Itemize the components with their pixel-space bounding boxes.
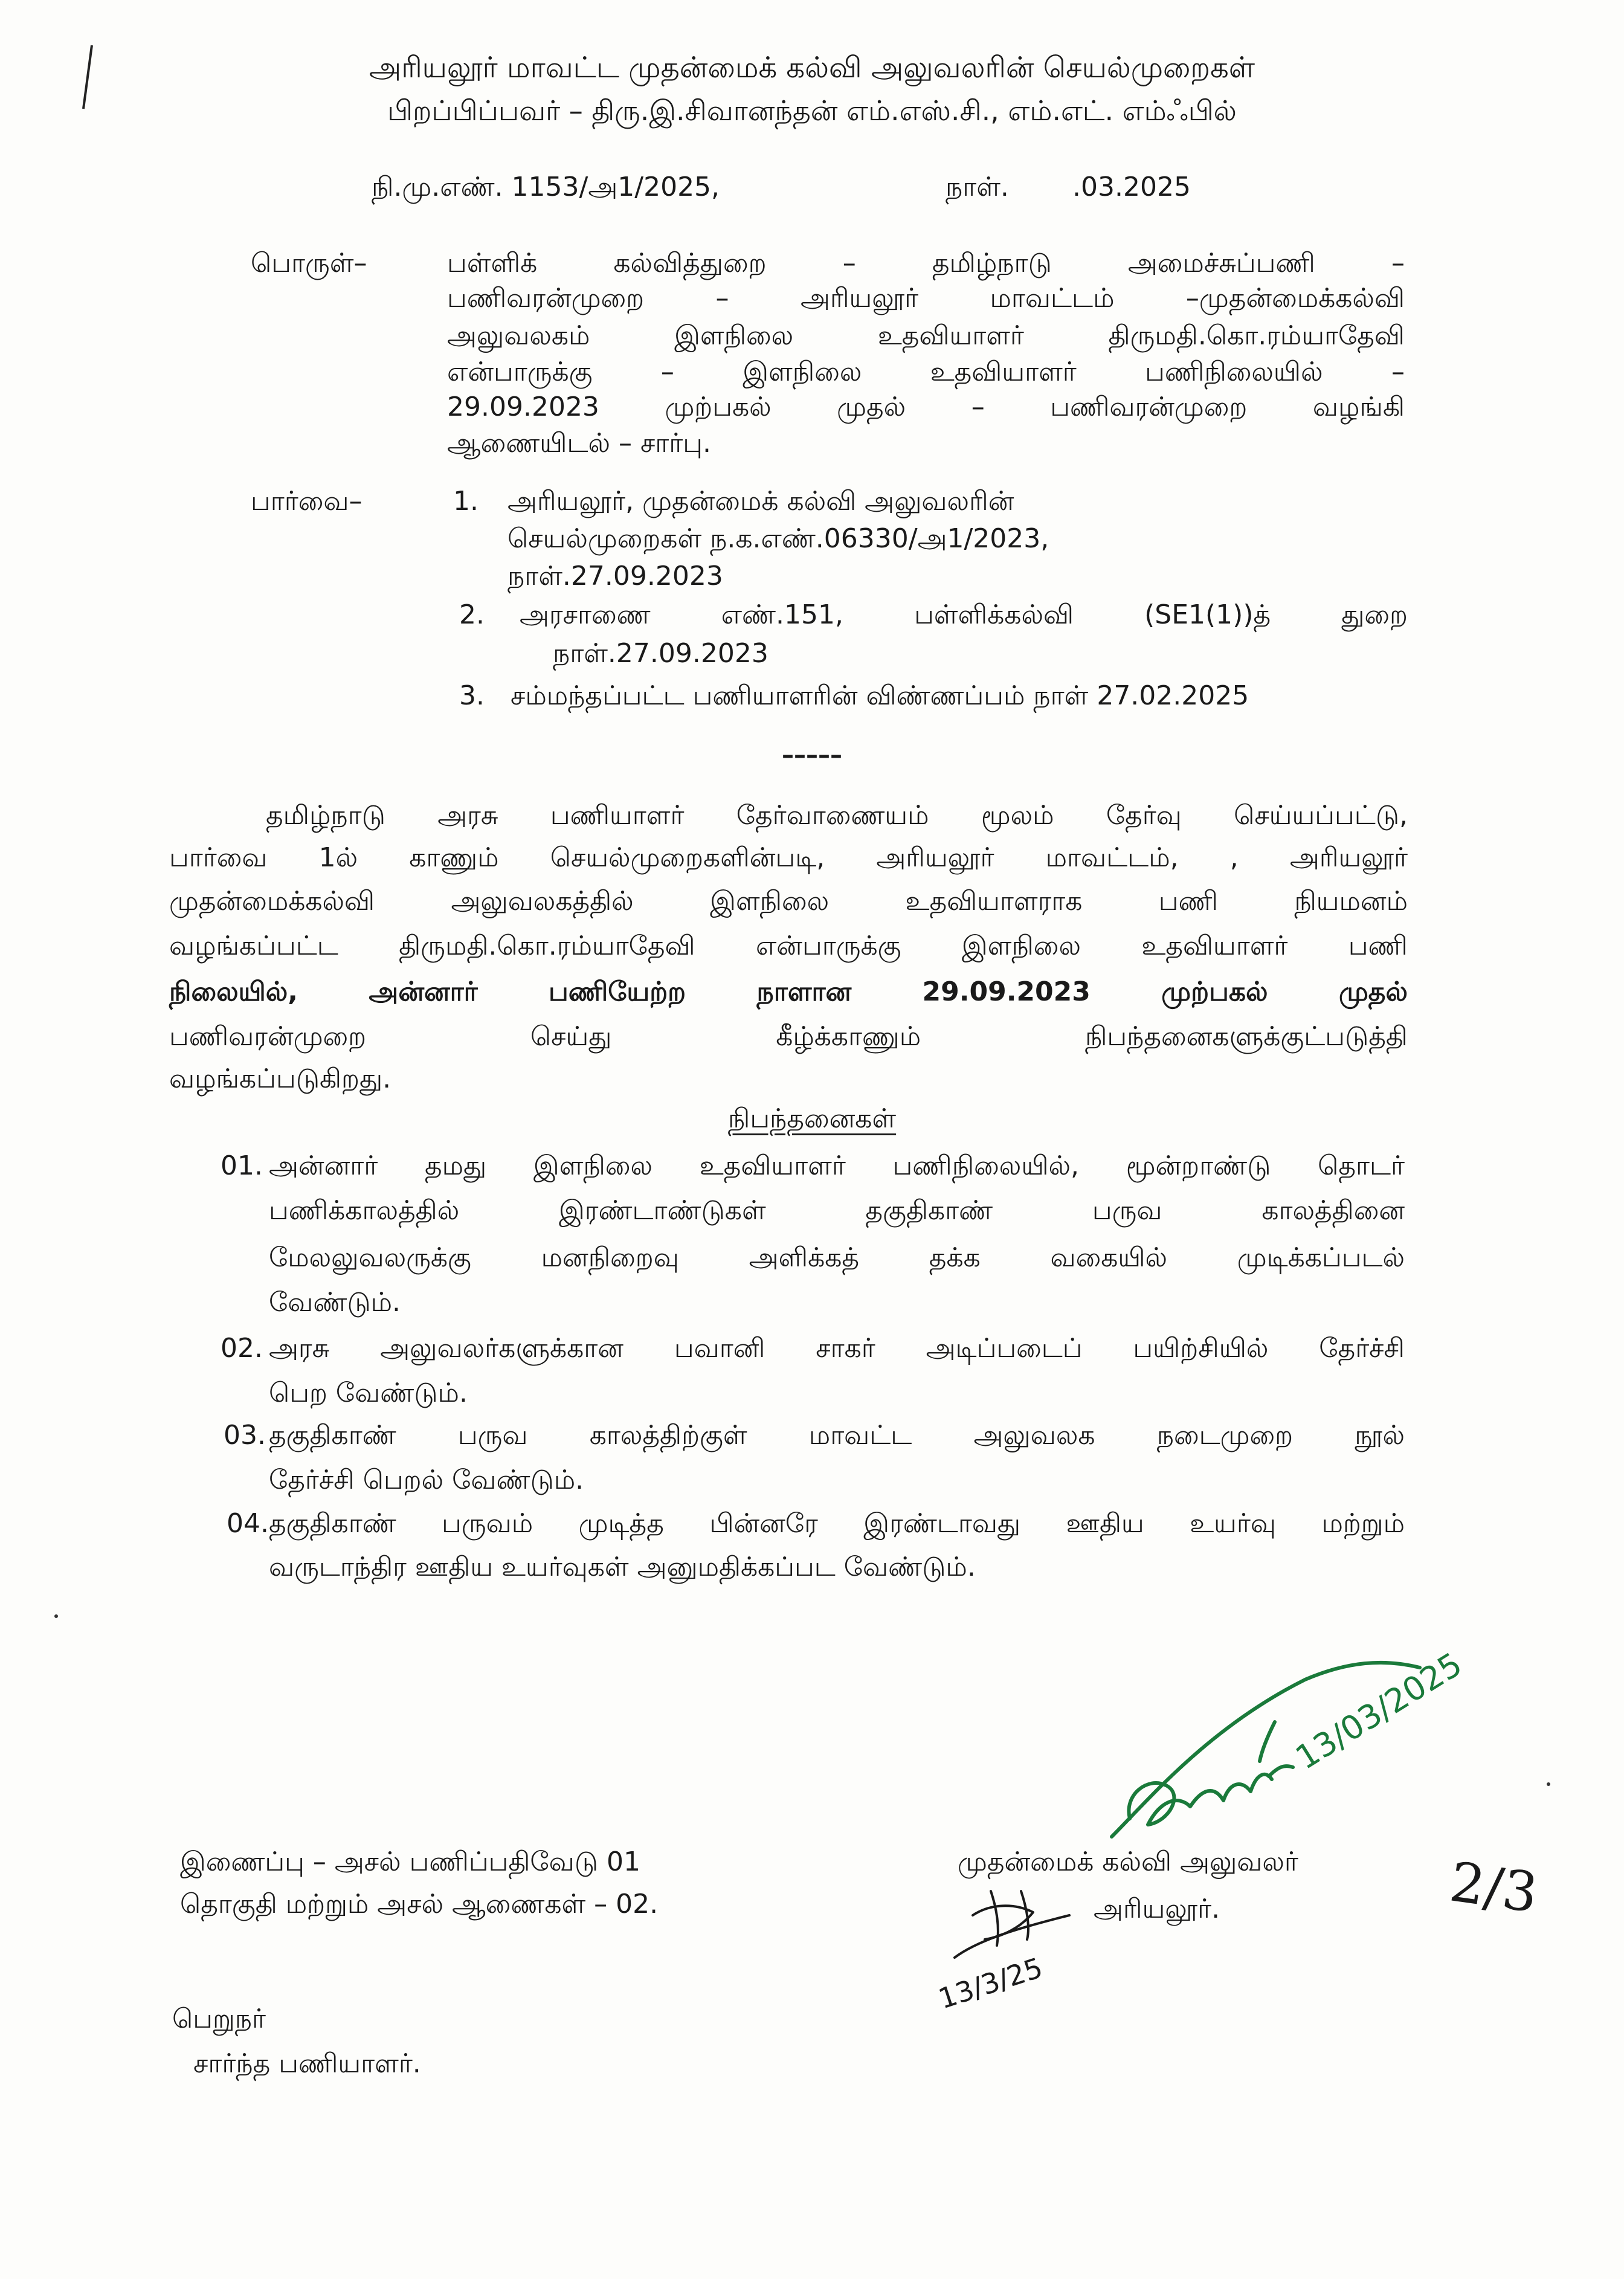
date-value: .03.2025 [1072,172,1191,202]
header-title: அரியலூர் மாவட்ட முதன்மைக் கல்வி அலுவலரின் செயல்முறைகள் [369,51,1255,85]
page-mark: 2/3 [1446,1850,1542,1926]
references-label: பார்வை– [251,486,362,517]
subject-line: அலுவலகம் இளநிலை உதவியாளர் திருமதி.கொ.ரம்யாதேவி [447,320,1405,351]
subject-label: பொருள்– [251,248,367,279]
body-line: வழங்கப்பட்ட திருமதி.கொ.ரம்யாதேவி என்பாருக்கு இளநிலை உதவியாளர் பணி [169,930,1408,961]
condition-line: வருடாந்திர ஊதிய உயர்வுகள் அனுமதிக்கப்பட வேண்டும். [269,1552,976,1582]
reference-number-2: 2. [459,599,485,630]
black-initials [930,1879,1112,2024]
condition-line: வேண்டும். [269,1287,401,1318]
condition-number-1: 01. [221,1150,263,1181]
condition-line: அரசு அலுவலர்களுக்கான பவானி சாகர் அடிப்படைப் பயிற்சியில் தேர்ச்சி [269,1333,1405,1364]
separator: ––––– [782,741,842,769]
condition-number-2: 02. [221,1333,263,1364]
conditions-heading: நிபந்தனைகள் [727,1103,897,1134]
reference-line: சம்மந்தப்பட்ட பணியாளரின் விண்ணப்பம் நாள் 27.02.2025 [511,680,1249,711]
condition-line: தேர்ச்சி பெறல் வேண்டும். [269,1465,584,1495]
speck [1547,1782,1550,1786]
condition-number-3: 03. [224,1420,266,1451]
subject-line: பள்ளிக் கல்வித்துறை – தமிழ்நாடு அமைச்சுப்பணி – [447,248,1405,279]
green-signature [1112,1645,1469,1873]
condition-line: தகுதிகாண் பருவ காலத்திற்குள் மாவட்ட அலுவலக நடைமுறை நூல் [269,1420,1405,1451]
condition-line: பெற வேண்டும். [269,1378,468,1408]
header-issuer: பிறப்பிப்பவர் – திரு.இ.சிவானந்தன் எம்.எஸ்.சி., எம்.எட். எம்ஃபில் [387,94,1237,127]
condition-line: மேலலுவலருக்கு மனநிறைவு அளிக்கத் தக்க வகையில் முடிக்கப்படல் [269,1242,1405,1273]
reference-number: நி.மு.எண். 1153/அ1/2025, [372,172,720,202]
reference-number-3: 3. [459,680,485,711]
subject-line: பணிவரன்முறை – அரியலூர் மாவட்டம் –முதன்மைக்கல்வி [447,283,1405,314]
body-line: பணிவரன்முறை செய்து கீழ்க்காணும் நிபந்தனைகளுக்குட்படுத்தி [169,1021,1408,1052]
subject-line: 29.09.2023 முற்பகல் முதல் – பணிவரன்முறை வழங்கி [447,392,1405,422]
enclosure-line: இணைப்பு – அசல் பணிப்பதிவேடு 01 [180,1846,640,1877]
date-label: நாள். [946,172,1009,202]
reference-number-1: 1. [453,486,478,517]
enclosure-line: தொகுதி மற்றும் அசல் ஆணைகள் – 02. [180,1889,659,1920]
body-line: வழங்கப்படுகிறது. [169,1063,392,1094]
condition-line: அன்னார் தமது இளநிலை உதவியாளர் பணிநிலையில், மூன்றாண்டு தொடர் [269,1150,1405,1181]
body-line: முதன்மைக்கல்வி அலுவலகத்தில் இளநிலை உதவியாளராக பணி நியமனம் [169,886,1408,917]
body-line: தமிழ்நாடு அரசு பணியாளர் தேர்வாணையம் மூலம் தேர்வு செய்யப்பட்டு, [266,800,1408,831]
reference-line: அரசாணை எண்.151, பள்ளிக்கல்வி (SE1(1))த் துறை [520,599,1408,630]
reference-line: நாள்.27.09.2023 [553,638,768,669]
reference-line: நாள்.27.09.2023 [507,561,723,592]
signatory-title: முதன்மைக் கல்வி அலுவலர் [958,1846,1298,1877]
condition-line: தகுதிகாண் பருவம் முடித்த பின்னரே இரண்டாவது ஊதிய உயர்வு மற்றும் [269,1508,1405,1539]
speck [54,1614,58,1618]
recipient-name: சார்ந்த பணியாளர். [193,2048,421,2079]
reference-line: செயல்முறைகள் ந.க.எண்.06330/அ1/2023, [507,523,1049,554]
condition-number-4: 04. [227,1508,269,1539]
subject-line: ஆணையிடல் – சார்பு. [447,428,712,459]
body-line: பார்வை 1ல் காணும் செயல்முறைகளின்படி, அரியலூர் மாவட்டம், , அரியலூர் [169,842,1408,873]
green-date: 13/03/2025 [1289,1645,1469,1778]
body-line: நிலையில், அன்னார் பணியேற்ற நாளான 29.09.2023 முற்பகல் முதல் [169,976,1408,1007]
black-date: 13/3/25 [934,1951,1047,2016]
condition-line: பணிக்காலத்தில் இரண்டாண்டுகள் தகுதிகாண் பருவ காலத்தினை [269,1195,1405,1226]
subject-line: என்பாருக்கு – இளநிலை உதவியாளர் பணிநிலையில் – [447,356,1405,387]
signatory-place: அரியலூர். [1094,1894,1220,1924]
recipient-label: பெறுநர் [172,2003,266,2034]
reference-line: அரியலூர், முதன்மைக் கல்வி அலுவலரின் [507,486,1014,517]
